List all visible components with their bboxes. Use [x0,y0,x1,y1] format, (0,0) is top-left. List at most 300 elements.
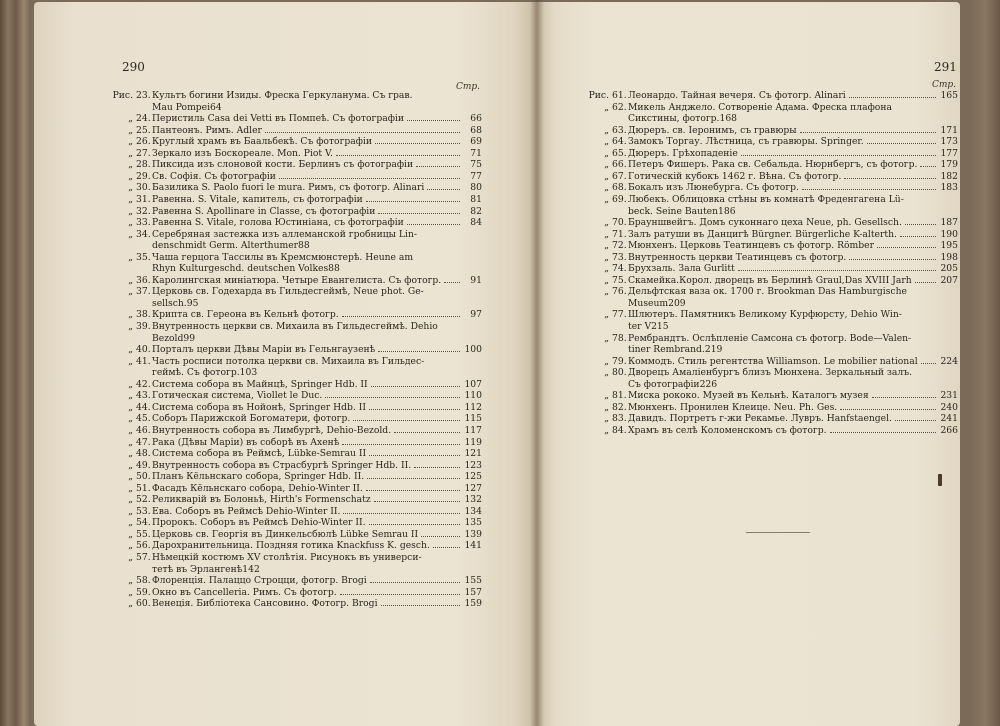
figure-prefix: „ [128,286,133,298]
figure-prefix: „ [128,413,133,425]
figure-prefix: „ [604,401,609,413]
dot-leader [342,444,460,445]
figure-caption: Бокалъ изъ Люнебурга. Съ фотогр. [628,182,799,194]
figure-prefix: „ [128,494,133,506]
list-item-continuation [152,298,482,309]
page-reference: 173 [940,136,958,148]
figure-caption: Миска рококо. Музей въ Кельнѣ. Каталогъ музея [628,390,869,402]
column-head: Стр. [456,82,481,92]
dot-leader [900,236,936,237]
page-reference: 75 [470,159,482,171]
figure-caption: Рака (Дѣвы Маріи) въ соборѣ въ Ахенѣ [152,436,340,448]
figure-number: 68. [612,182,627,194]
dot-leader [369,455,460,456]
dot-leader [905,224,936,225]
page-reference: 195 [940,240,958,252]
figure-number: 38. [136,309,151,321]
list-item [100,90,482,101]
figure-number: 51. [136,482,151,494]
figure-number: 81. [612,390,627,402]
figure-prefix: „ [128,170,133,182]
page-reference: 69 [470,136,482,148]
page-reference: 241 [940,413,958,425]
page-reference: 205 [940,263,958,275]
dot-leader [369,524,460,525]
list-item-continuation [628,113,958,124]
dot-leader [378,351,460,352]
list-item [576,413,958,424]
figure-prefix: „ [128,228,133,240]
figure-number: 72. [612,240,627,252]
ink-mark [938,474,942,486]
dot-leader [416,166,460,167]
figure-number: 53. [136,505,151,517]
list-item [100,206,482,217]
list-item [576,159,958,170]
figure-number: 56. [136,540,151,552]
dot-leader [342,316,460,317]
right-page [536,2,960,726]
list-item [576,125,958,136]
dot-leader [844,178,936,179]
page-reference: 141 [464,540,482,552]
figure-prefix: „ [128,482,133,494]
list-item [100,379,482,390]
figure-prefix: „ [604,424,609,436]
dot-leader [279,178,460,179]
list-item [100,390,482,401]
figure-number: 82. [612,401,627,413]
figure-number: 59. [136,586,151,598]
page-reference: 100 [464,344,482,356]
list-item-continuation [628,298,958,309]
list-item [100,159,482,170]
figure-prefix: „ [128,355,133,367]
dot-leader [867,143,936,144]
figure-number: 32. [136,205,151,217]
end-rule [746,532,810,533]
figure-caption: Соборъ Парижской Богоматери, фотогр. [152,413,351,425]
figure-caption: Внутренность церкви Театинцевъ съ фотогр. [628,251,847,263]
page-reference: 240 [940,401,958,413]
list-item [100,402,482,413]
figure-caption: Флоренція. Палаццо Строцци, фотогр. Brogi [152,575,367,587]
figure-prefix: „ [604,170,609,182]
figure-prefix: „ [128,159,133,171]
figure-number: 52. [136,494,151,506]
figure-caption: Система собора въ Майнцѣ, Springer Hdb. II [152,378,368,390]
figure-prefix: „ [604,159,609,171]
list-item [576,182,958,193]
page-reference: 209 [668,297,686,309]
figure-caption: Перистиль Casa dei Vetti въ Помпеѣ. Съ фотографіи [152,113,404,125]
list-item [100,229,482,240]
figure-caption: Дарохранительница. Поздняя готика Knackfuss K. gesch. [152,540,430,552]
list-item [576,402,958,413]
figure-prefix: „ [604,101,609,113]
page-reference: 127 [464,482,482,494]
page-reference: 183 [940,182,958,194]
list-item-continuation [628,379,958,390]
figure-prefix: „ [128,471,133,483]
figure-caption: Дворецъ Амаліенбургъ близъ Мюнхена. Зеркальный залъ. [628,367,913,379]
dot-leader [741,155,936,156]
figure-number: 40. [136,344,151,356]
list-item [100,413,482,424]
figure-caption-continued: геймѣ. Съ фотогр. [152,367,240,379]
figure-caption: Культъ богини Изиды. Фреска Геркуланума. Съ грав. [152,90,413,101]
page-reference: 165 [940,90,958,101]
list-item [576,367,958,378]
page-reference: 219 [704,344,723,356]
list-item [576,194,958,205]
figure-number: 60. [136,598,151,610]
figure-prefix: Рис. [588,90,609,101]
list-item [100,506,482,517]
figure-caption: Круглый храмъ въ Баальбекѣ. Съ фотографіи [152,136,372,148]
figure-prefix: „ [128,182,133,194]
dot-leader [353,420,460,421]
page-reference: 64 [210,101,222,113]
figure-prefix: „ [128,113,133,125]
figure-number: 64. [612,136,627,148]
figure-caption-continued: sellsch. [152,297,187,309]
list-item-continuation [152,367,482,378]
figure-number: 84. [612,424,627,436]
list-item [576,333,958,344]
list-item [576,217,958,228]
figure-number: 36. [136,274,151,286]
list-item [100,471,482,482]
figure-caption: Брухзаль. Зала Gurlitt [628,263,735,275]
figure-caption-continued: denschmidt Germ. Alterthumer [152,240,299,252]
page-reference: 97 [470,309,482,321]
dot-leader [877,247,936,248]
figure-caption-continued: тетѣ въ Эрлангенѣ [152,563,243,575]
figure-caption: Нѣмецкій костюмъ XV столѣтія. Рисунокъ въ универси- [152,552,422,563]
list-item [100,529,482,540]
figure-prefix: „ [604,413,609,425]
figure-prefix: „ [128,424,133,436]
figure-prefix: „ [128,321,133,332]
list-item [100,483,482,494]
figure-caption: Пантеонъ. Римъ. Adler [152,124,262,136]
list-item [576,309,958,320]
dot-leader [367,478,460,479]
figure-caption-continued: Съ фотографіи [628,378,700,390]
figure-number: 71. [612,228,627,240]
list-item [576,240,958,251]
dot-leader [920,166,936,167]
page-reference: 91 [470,274,482,286]
figure-prefix: „ [128,448,133,460]
list-item [100,552,482,563]
list-item [100,356,482,367]
list-item [576,148,958,159]
figure-caption: Любекъ. Облицовка стѣны въ комнатѣ Фреденгагена Lü- [628,193,904,205]
figure-number: 74. [612,263,627,275]
figure-prefix: Рис. [112,90,133,101]
page-reference: 179 [940,159,958,171]
figure-prefix: „ [128,378,133,390]
figure-number: 67. [612,170,627,182]
figure-prefix: „ [128,505,133,517]
list-item [100,309,482,320]
page-reference: 107 [464,378,482,390]
dot-leader [336,155,460,156]
figure-number: 57. [136,552,151,563]
figure-number: 44. [136,401,151,413]
page-reference: 177 [940,147,958,159]
page-reference: 88 [298,240,310,252]
figure-prefix: „ [604,251,609,263]
figure-number: 58. [136,575,151,587]
figure-caption-continued: Сикстины, фотогр. [628,113,720,125]
list-item [576,286,958,297]
list-item [576,275,958,286]
figure-number: 39. [136,321,151,332]
figure-caption: Пророкъ. Соборъ въ Реймсѣ Dehio-Winter II. [152,517,366,529]
figure-caption-continued: Museum [628,297,669,309]
page-reference: 119 [464,436,482,448]
figure-caption: Храмъ въ селѣ Коломенскомъ съ фотогр. [628,424,827,436]
dot-leader [369,409,460,410]
figure-caption-continued: Rhyn Kulturgeschd. deutschen Volkes [152,263,329,275]
figure-prefix: „ [128,598,133,610]
figure-caption: Крипта св. Гереона въ Кельнѣ фотогр. [152,309,339,321]
figure-caption-continued: beck. Seine Bauten [628,205,719,217]
figure-caption: Равенна. S. Vitale, капитель, съ фотографіи [152,193,363,205]
page-reference: 68 [470,124,482,136]
page-reference: 186 [718,205,736,217]
dot-leader [325,397,460,398]
list-item-continuation [628,344,958,355]
figure-caption-continued: tiner Rembrand. [628,344,705,356]
list-item [100,425,482,436]
figure-prefix: „ [128,147,133,159]
page-reference: 115 [464,413,482,425]
dot-leader [915,282,936,283]
figure-prefix: „ [128,136,133,148]
figure-prefix: „ [128,528,133,540]
dot-leader [407,120,460,121]
figure-caption: Система собора въ Нойонѣ, Springer Hdb. II [152,401,366,413]
figure-number: 83. [612,413,627,425]
figure-caption: Каролингская миніатюра. Четыре Евангелиста. Съ фотогр. [152,274,442,286]
figure-caption: Шлютеръ. Памятникъ Великому Курфюрсту, Dehio Win- [628,309,902,321]
figure-caption: Давидъ. Портретъ г-жи Рекамье. Лувръ. Hanfstaengel. [628,413,892,425]
page-reference: 231 [940,390,958,402]
left-page [34,2,536,726]
page-reference: 81 [470,193,482,205]
figure-number: 31. [136,193,151,205]
figure-prefix: „ [128,274,133,286]
figure-prefix: „ [128,459,133,471]
dot-leader [371,386,460,387]
figure-prefix: „ [604,390,609,402]
page-reference: 110 [464,390,482,402]
page-reference: 95 [186,297,199,309]
figure-number: 30. [136,182,151,194]
list-item [576,229,958,240]
list-item [100,321,482,332]
figure-number: 25. [136,124,151,136]
page-reference: 82 [470,205,482,217]
figure-number: 73. [612,251,627,263]
figure-prefix: „ [128,309,133,321]
figure-prefix: „ [604,228,609,240]
figure-caption: Замокъ Торгау. Лѣстница, съ гравюры. Springer. [628,136,864,148]
page-reference: 226 [699,378,718,390]
dot-leader [366,490,460,491]
figure-number: 76. [612,286,627,298]
figure-prefix: „ [604,193,609,205]
list-item [100,448,482,459]
figure-prefix: „ [128,193,133,205]
figure-prefix: „ [604,309,609,321]
page-reference: 99 [183,332,196,344]
list-item [100,125,482,136]
list-item [576,136,958,147]
figure-caption: Скамейка.Корол. дворецъ въ Берлинѣ Graul,Das XVIII Jarh [628,274,912,286]
figure-prefix: „ [604,136,609,148]
list-item [100,252,482,263]
page-reference: 266 [940,424,958,436]
figure-caption: Внутренность собора въ Страсбургѣ Springer Hdb. II. [152,459,412,471]
figure-caption: Равенна S. Vitale, голова Юстиніана, съ фотографіи [152,217,404,229]
dot-leader [421,536,460,537]
figure-caption-continued: ter V [628,321,652,332]
figure-caption-continued: Bezold [152,332,184,344]
figure-caption: Микель Анджело. Сотвореніе Адама. Фреска плафона [628,101,892,113]
page-reference: 125 [464,471,482,483]
dot-leader [265,132,460,133]
figure-caption: Реликварій въ Болоньѣ, Hirth's Formenschatz [152,494,371,506]
list-item [100,575,482,586]
page-reference: 71 [470,147,482,159]
dot-leader [343,513,460,514]
figure-number: 33. [136,217,151,229]
figure-prefix: „ [604,263,609,275]
page-reference: 112 [464,401,482,413]
figure-caption: Дельфтская ваза ок. 1700 г. Brookman Das Hamburgische [628,286,907,298]
figure-prefix: „ [128,205,133,217]
dot-leader [370,582,460,583]
figure-number: 80. [612,367,627,379]
page-reference: 139 [464,528,482,540]
list-item [576,263,958,274]
list-item [100,494,482,505]
dot-leader [394,432,460,433]
figure-number: 37. [136,286,151,298]
figure-number: 23. [136,90,151,101]
figure-caption-continued: Mau Pompei [152,101,211,113]
figure-number: 66. [612,159,627,171]
list-item [576,356,958,367]
figure-number: 41. [136,355,151,367]
page-reference: 80 [470,182,482,194]
page-reference: 121 [464,448,482,460]
figure-prefix: „ [128,517,133,529]
figure-caption: Базилика S. Paolo fuori le mura. Римъ, съ фотогр. Alinari [152,182,425,194]
dot-leader [375,143,460,144]
figure-caption: Равенна S. Apollinare in Classe, съ фотографіи [152,205,376,217]
page-reference: 134 [464,505,482,517]
list-item-continuation [152,102,482,113]
figure-prefix: „ [604,274,609,286]
page-reference: 77 [470,170,482,182]
page-reference: 117 [464,424,482,436]
figure-number: 49. [136,459,151,471]
figure-prefix: „ [128,217,133,229]
page-reference: 198 [940,251,958,263]
dot-leader [414,467,460,468]
list-item-continuation [152,263,482,274]
page-reference: 132 [464,494,482,506]
figure-number: 47. [136,436,151,448]
page-reference: 157 [464,586,482,598]
figure-caption: Внутренность собора въ Лимбургѣ, Dehio-Bezold. [152,424,392,436]
page-number: 291 [934,60,957,74]
figure-caption: Ева. Соборъ въ Реймсѣ Dehio-Winter II. [152,505,341,517]
figure-prefix: „ [128,251,133,263]
dot-leader [849,259,936,260]
figure-caption: Рембрандтъ. Ослѣпленіе Самсона съ фотогр. Bode—Valen- [628,332,912,344]
list-item [100,286,482,297]
figure-number: 27. [136,147,151,159]
dot-leader [872,397,936,398]
dot-leader [895,420,936,421]
list-item [100,217,482,228]
figure-caption: Дюреръ. Грѣхопаденіе [628,147,738,159]
figure-number: 48. [136,448,151,460]
page-reference: 171 [940,124,958,136]
figure-caption: Чаша герцога Тассилы въ Кремсмюнстерѣ. Heune am [152,251,414,263]
page-reference: 155 [464,575,482,587]
figure-caption: Готическій кубокъ 1462 г. Вѣна. Съ фотогр. [628,170,842,182]
figure-prefix: „ [604,182,609,194]
dot-leader [802,189,936,190]
figure-number: 42. [136,378,151,390]
dot-leader [830,432,936,433]
figure-prefix: „ [128,552,133,563]
figure-caption: Залъ ратуши въ Данцигѣ Bürgner. Bürgerliche K-alterth. [628,228,897,240]
list-item [100,275,482,286]
figure-number: 78. [612,332,627,344]
figure-prefix: „ [128,401,133,413]
list-item [100,194,482,205]
list-item [100,171,482,182]
page-number: 290 [122,60,145,74]
page-reference: 215 [651,321,669,332]
page-reference: 207 [940,274,958,286]
figure-number: 46. [136,424,151,436]
dot-leader [433,547,460,548]
page-reference: 187 [940,217,958,229]
figure-number: 65. [612,147,627,159]
figure-prefix: „ [128,586,133,598]
figure-caption: Церковь св. Георгія въ Динкельсбюлѣ Lübke Semrau II [152,528,419,540]
figure-number: 79. [612,355,627,367]
figure-caption: Система собора въ Реймсѣ, Lübke-Semrau II [152,448,367,460]
list-item [576,425,958,436]
list-item [576,102,958,113]
figure-number: 75. [612,274,627,286]
figure-number: 24. [136,113,151,125]
dot-leader [340,594,460,595]
page-reference: 103 [239,367,258,379]
figure-caption: Окно въ Cancelleria. Римъ. Съ фотогр. [152,586,337,598]
